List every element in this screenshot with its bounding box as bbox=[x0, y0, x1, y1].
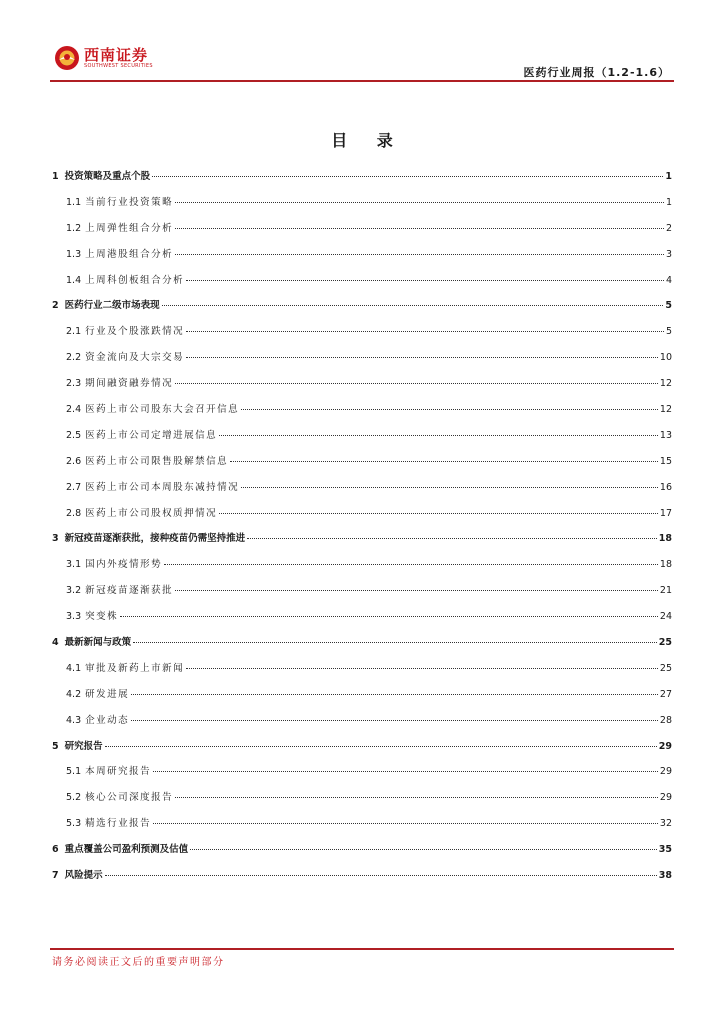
toc-entry-number: 1 bbox=[52, 171, 59, 182]
toc-dot-leader bbox=[247, 538, 657, 539]
toc-entry-page: 12 bbox=[659, 378, 672, 390]
toc-entry-number: 3.3 bbox=[66, 611, 82, 623]
toc-dot-leader bbox=[175, 228, 664, 229]
toc-entry-label: 精选行业报告 bbox=[85, 818, 152, 830]
toc-entry-page: 35 bbox=[658, 844, 672, 856]
toc-dot-leader bbox=[162, 305, 664, 306]
toc-entry[interactable] bbox=[52, 660, 672, 686]
toc-entry-label: 医药行业二级市场表现 bbox=[64, 300, 160, 312]
toc-entry-number: 7 bbox=[52, 870, 59, 882]
toc-entry-number: 4.3 bbox=[66, 714, 82, 726]
toc-entry-number: 5.2 bbox=[66, 792, 82, 804]
header-divider bbox=[50, 80, 674, 82]
toc-entry-page: 21 bbox=[659, 585, 672, 597]
toc-entry[interactable] bbox=[52, 427, 672, 453]
toc-entry[interactable] bbox=[52, 246, 672, 272]
toc-entry-number: 3 bbox=[52, 533, 59, 545]
toc-dot-leader bbox=[241, 409, 658, 410]
toc-dot-leader bbox=[133, 642, 657, 643]
toc-dot-leader bbox=[241, 487, 658, 488]
toc-entry-page: 38 bbox=[658, 870, 672, 882]
toc-entry-label: 当前行业投资策略 bbox=[85, 196, 174, 208]
toc-entry[interactable] bbox=[52, 401, 672, 427]
toc-entry[interactable] bbox=[52, 194, 672, 220]
toc-entry[interactable] bbox=[52, 479, 672, 505]
toc-entry-page: 17 bbox=[659, 507, 672, 519]
logo-english-name: SOUTHWEST SECURITIES bbox=[84, 62, 153, 69]
toc-entry-page: 32 bbox=[659, 818, 672, 830]
toc-entry-number: 4 bbox=[52, 637, 59, 649]
toc-entry[interactable] bbox=[52, 815, 672, 841]
toc-entry-page: 29 bbox=[659, 766, 672, 778]
toc-entry[interactable] bbox=[52, 272, 672, 298]
toc-dot-leader bbox=[186, 357, 658, 358]
toc-entry-label: 核心公司深度报告 bbox=[85, 792, 174, 804]
toc-entry-number: 3.2 bbox=[66, 585, 82, 597]
toc-entry[interactable] bbox=[52, 867, 672, 893]
toc-entry-page: 12 bbox=[659, 404, 672, 416]
toc-entry-page: 18 bbox=[658, 533, 672, 545]
toc-entry[interactable] bbox=[52, 375, 672, 401]
toc-entry-page: 13 bbox=[659, 429, 672, 441]
toc-entry-number: 5.3 bbox=[66, 818, 82, 830]
toc-entry-page: 1 bbox=[665, 171, 672, 182]
toc-entry-number: 2.1 bbox=[66, 326, 82, 338]
toc-entry-label: 医药上市公司限售股解禁信息 bbox=[85, 455, 229, 467]
toc-entry[interactable] bbox=[52, 738, 672, 764]
toc-entry[interactable] bbox=[52, 168, 672, 194]
toc-entry[interactable] bbox=[52, 220, 672, 246]
toc-entry-number: 1.2 bbox=[66, 222, 82, 234]
toc-entry-number: 2 bbox=[52, 300, 59, 312]
toc-entry-label: 上周科创板组合分析 bbox=[85, 274, 185, 286]
page-header bbox=[50, 36, 674, 82]
toc-entry-number: 4.2 bbox=[66, 688, 82, 700]
toc-entry-label: 投资策略及重点个股 bbox=[64, 171, 151, 182]
toc-entry[interactable] bbox=[52, 505, 672, 531]
toc-dot-leader bbox=[105, 746, 657, 747]
toc-entry-label: 重点覆盖公司盈利预测及估值 bbox=[64, 844, 189, 856]
toc-entry-number: 1.4 bbox=[66, 274, 82, 286]
toc-entry[interactable] bbox=[52, 556, 672, 582]
toc-dot-leader bbox=[175, 202, 664, 203]
footer-disclaimer: 请务必阅读正文后的重要声明部分 bbox=[52, 957, 225, 968]
toc-dot-leader bbox=[131, 694, 658, 695]
toc-entry[interactable] bbox=[52, 634, 672, 660]
company-logo bbox=[54, 42, 153, 74]
toc-entry-page: 16 bbox=[659, 481, 672, 493]
toc-entry-page: 2 bbox=[665, 222, 672, 234]
toc-dot-leader bbox=[175, 254, 664, 255]
toc-entry-label: 新冠疫苗逐渐获批 bbox=[85, 585, 174, 597]
toc-dot-leader bbox=[219, 435, 658, 436]
toc-dot-leader bbox=[153, 823, 658, 824]
toc-dot-leader bbox=[131, 720, 658, 721]
toc-entry-number: 1.3 bbox=[66, 248, 82, 260]
logo-chinese-name: 西南证券 bbox=[84, 45, 149, 64]
toc-entry-page: 28 bbox=[659, 714, 672, 726]
toc-entry-label: 研究报告 bbox=[64, 740, 103, 752]
toc-entry-label: 医药上市公司股东大会召开信息 bbox=[85, 404, 240, 416]
toc-entry-label: 资金流向及大宗交易 bbox=[85, 352, 185, 364]
logo-emblem-icon bbox=[54, 45, 80, 71]
toc-entry[interactable] bbox=[52, 763, 672, 789]
toc-entry-number: 2.2 bbox=[66, 352, 82, 364]
toc-dot-leader bbox=[164, 564, 658, 565]
toc-entry-page: 4 bbox=[665, 274, 672, 286]
toc-entry-number: 2.4 bbox=[66, 404, 82, 416]
toc-entry-page: 3 bbox=[665, 248, 672, 260]
toc-dot-leader bbox=[105, 875, 657, 876]
footer-divider bbox=[50, 948, 674, 950]
toc-entry-page: 27 bbox=[659, 688, 672, 700]
toc-entry-label: 本周研究报告 bbox=[85, 766, 152, 778]
toc-entry-label: 审批及新药上市新闻 bbox=[85, 662, 185, 674]
toc-entry-label: 风险提示 bbox=[64, 870, 103, 882]
toc-dot-leader bbox=[186, 668, 658, 669]
toc-entry-label: 行业及个股涨跌情况 bbox=[85, 326, 185, 338]
toc-dot-leader bbox=[190, 849, 657, 850]
toc-entry-page: 18 bbox=[659, 559, 672, 571]
toc-dot-leader bbox=[175, 383, 658, 384]
toc-entry-page: 5 bbox=[665, 300, 672, 312]
toc-entry-page: 15 bbox=[659, 455, 672, 467]
toc-heading: 目 录 bbox=[331, 131, 405, 150]
toc-entry-label: 企业动态 bbox=[85, 714, 130, 726]
toc-entry-page: 25 bbox=[659, 662, 672, 674]
toc-dot-leader bbox=[186, 280, 664, 281]
toc-dot-leader bbox=[175, 590, 658, 591]
toc-entry[interactable] bbox=[52, 530, 672, 556]
toc-entry-label: 新冠疫苗逐渐获批，接种疫苗仍需坚持推进 bbox=[64, 533, 246, 545]
toc-entry-label: 上周弹性组合分析 bbox=[85, 222, 174, 234]
toc-entry-label: 突变株 bbox=[85, 611, 119, 623]
toc-dot-leader bbox=[175, 797, 658, 798]
toc-entry-number: 6 bbox=[52, 844, 59, 856]
toc-entry-label: 上周港股组合分析 bbox=[85, 248, 174, 260]
toc-entry-page: 29 bbox=[658, 740, 672, 752]
toc-dot-leader bbox=[120, 616, 658, 617]
toc-entry-label: 医药上市公司本周股东减持情况 bbox=[85, 481, 240, 493]
toc-entry-page: 25 bbox=[658, 637, 672, 649]
toc-entry-label: 最新新闻与政策 bbox=[64, 637, 132, 649]
toc-entry-number: 5 bbox=[52, 740, 59, 752]
toc-dot-leader bbox=[186, 331, 664, 332]
toc-entry[interactable] bbox=[52, 297, 672, 323]
toc-entry-number: 2.5 bbox=[66, 429, 82, 441]
toc-entry-label: 国内外疫情形势 bbox=[85, 559, 163, 571]
toc-entry-number: 2.8 bbox=[66, 507, 82, 519]
toc-dot-leader bbox=[219, 513, 658, 514]
toc-entry[interactable] bbox=[52, 712, 672, 738]
toc-dot-leader bbox=[152, 176, 663, 177]
toc-entry-page: 24 bbox=[659, 611, 672, 623]
toc-entry-label: 医药上市公司股权质押情况 bbox=[85, 507, 218, 519]
toc-entry-page: 29 bbox=[659, 792, 672, 804]
toc-entry-number: 2.6 bbox=[66, 455, 82, 467]
toc-dot-leader bbox=[153, 771, 658, 772]
toc-entry-number: 1.1 bbox=[66, 196, 82, 208]
toc-entry-number: 4.1 bbox=[66, 662, 82, 674]
toc-entry[interactable] bbox=[52, 323, 672, 349]
toc-dot-leader bbox=[230, 461, 658, 462]
toc-entry[interactable] bbox=[52, 841, 672, 867]
toc-entry-number: 2.7 bbox=[66, 481, 82, 493]
toc-entry-number: 5.1 bbox=[66, 766, 82, 778]
table-of-contents bbox=[52, 168, 672, 893]
toc-entry[interactable] bbox=[52, 686, 672, 712]
toc-entry-label: 期间融资融券情况 bbox=[85, 378, 174, 390]
toc-entry[interactable] bbox=[52, 789, 672, 815]
toc-entry-label: 研发进展 bbox=[85, 688, 130, 700]
toc-entry[interactable] bbox=[52, 582, 672, 608]
toc-entry-label: 医药上市公司定增进展信息 bbox=[85, 429, 218, 441]
toc-entry-page: 5 bbox=[665, 326, 672, 338]
toc-entry-number: 2.3 bbox=[66, 378, 82, 390]
toc-entry[interactable] bbox=[52, 608, 672, 634]
toc-entry-number: 3.1 bbox=[66, 559, 82, 571]
toc-entry[interactable] bbox=[52, 349, 672, 375]
toc-entry-page: 1 bbox=[665, 196, 672, 208]
toc-entry[interactable] bbox=[52, 453, 672, 479]
report-title: 医药行业周报（1.2-1.6） bbox=[523, 66, 670, 79]
toc-entry-page: 10 bbox=[659, 352, 672, 364]
